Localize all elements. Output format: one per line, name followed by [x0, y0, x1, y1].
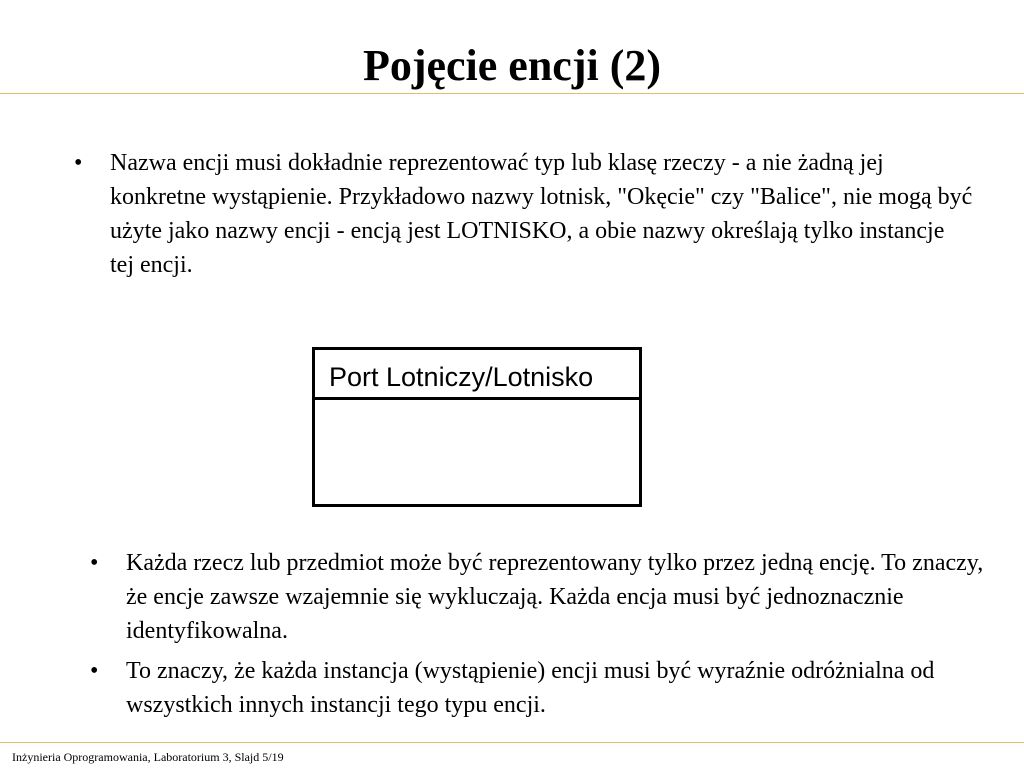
bullet-list-top — [74, 146, 974, 282]
footer-divider — [0, 742, 1024, 743]
bullet-item — [74, 146, 974, 282]
bullet-icon: • — [74, 150, 83, 176]
bullet-item — [90, 546, 990, 648]
entity-name: Port Lotniczy/Lotnisko — [315, 350, 639, 400]
entity-diagram-box — [312, 347, 642, 507]
bullet-text: Nazwa encji musi dokładnie reprezentować typ lub klasę rzeczy - a nie żadną jej konkretne wystąpienie. Przykładowo nazwy lotnisk, "Okęcie" czy "Balice", nie mogą być użyte jako nazwy encji - encją jest LOTNISKO, a obie nazwy określają tylko instancje tej encji. — [110, 150, 973, 278]
slide-title: Pojęcie encji (2) — [362, 41, 662, 90]
slide-footer: Inżynieria Oprogramowania, Laboratorium 3, Slajd 5/19 — [12, 750, 284, 764]
bullet-item — [90, 654, 990, 722]
bullet-icon: • — [90, 550, 99, 576]
bullet-list-bottom — [90, 546, 990, 722]
bullet-text: To znaczy, że każda instancja (wystąpienie) encji musi być wyraźnie odróżnialna od wszystkich innych instancji tego typu encji. — [126, 658, 935, 718]
bullet-icon: • — [90, 658, 99, 684]
bullet-text: Każda rzecz lub przedmiot może być reprezentowany tylko przez jedną encję. To znaczy, że encje zawsze wzajemnie się wykluczają. Każda encja musi być jednoznacznie identyfikowalna. — [126, 550, 984, 644]
title-divider — [0, 93, 1024, 94]
